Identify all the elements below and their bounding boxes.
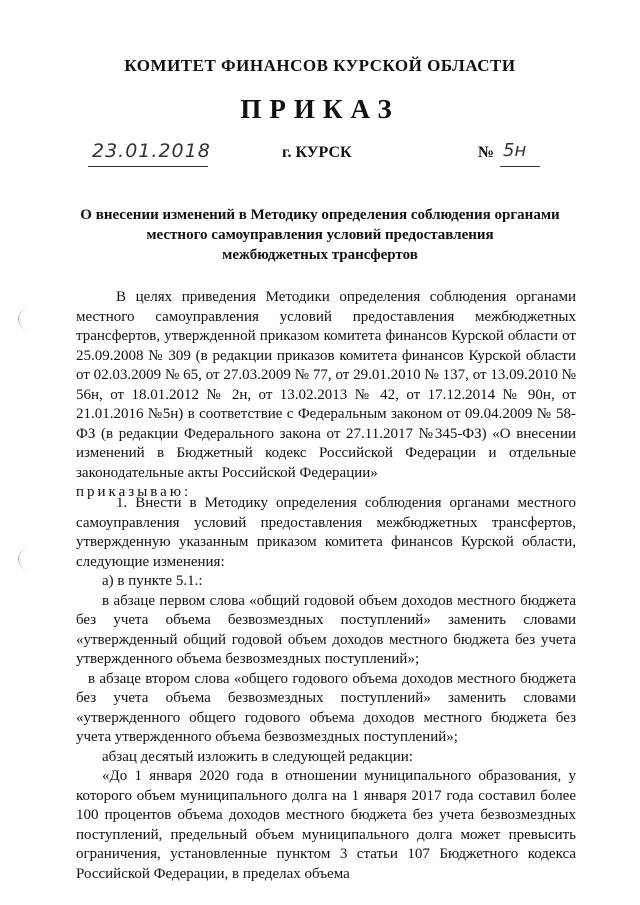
item-a-para-1: в абзаце первом слова «общий годовой объем доходов местного бюджета без учета объема безвозмездных поступлений» заменить словами «утвержденный общий годовой объем доходов местного бюджета без учета утвержденного объема безвозмездных поступлений»; — [76, 592, 576, 667]
new-paragraph-text: «До 1 января 2020 года в отношении муниципального образования, у которого объем муниципального долга на 1 января 2017 года составил более 100 процентов объема доходов местного бюджета без учета безвозмездных поступлений, предельный объем муниципального долга может превысить ограничения, установленные пунктом 3 статьи 107 Бюджетного кодекса Российской Федерации, в пределах объема — [76, 768, 576, 882]
item-a-para-10: абзац десятый изложить в следующей редакции: — [102, 748, 413, 765]
number-label: № — [478, 144, 495, 161]
orders-word: приказываю: — [76, 484, 192, 500]
preamble-text: В целях приведения Методики определения соблюдения органами местного самоуправления условий предоставления межбюджетных трансфертов, утвержденной приказом комитета финансов Курской области от 25.09.2008 № 309 (в редакции приказов комитета финансов Курской области от 02.03.2009 № 65, от 27.03.2009 № 77, от 29.01.2010 № 137, от 13.09.2010 № 56н, от 18.01.2012 № 2н, от 13.02.2013 № 42, от 17.12.2014 № 90н, от 21.01.2016 №5н) в соответствие с Федеральным законом от 09.04.2009 № 58-ФЗ (в редакции Федерального закона от 27.11.2017 №345-ФЗ) «О внесении изменений в Бюджетный кодекс Российской Федерации и отдельные законодательные акты Российской Федерации» — [76, 289, 576, 481]
heading-line-1: О внесении изменений в Методику определения соблюдения органами — [80, 207, 560, 223]
heading-line-2: местного самоуправления условий предоставления — [146, 227, 494, 243]
number-underline — [500, 166, 540, 167]
punch-hole-mark — [18, 548, 35, 570]
punch-hole-mark — [18, 308, 35, 330]
item-a-para-2: в абзаце втором слова «общего годового объема доходов местного бюджета без учета объема безвозмездных поступлений» заменить словами «утвержденного общего годового объема доходов местного бюджета без учета утвержденного объема безвозмездных поступлений»; — [76, 670, 576, 745]
item-a: а) в пункте 5.1.: — [102, 573, 203, 589]
heading-line-3: межбюджетных трансфертов — [222, 247, 418, 263]
committee-name: КОМИТЕТ ФИНАНСОВ КУРСКОЙ ОБЛАСТИ — [124, 56, 516, 75]
order-meta-row — [0, 140, 640, 170]
amendments-block — [76, 494, 576, 884]
handwritten-date: 23.01.2018 — [92, 140, 211, 162]
order-heading — [60, 205, 580, 265]
city-label: г. КУРСК — [282, 144, 352, 161]
preamble-block — [76, 288, 576, 503]
date-underline — [88, 166, 208, 167]
order-title: ПРИКАЗ — [240, 94, 400, 124]
handwritten-number: 5н — [503, 140, 527, 161]
item-1: 1. Внести в Методику определения соблюдения органами местного самоуправления условий предоставления межбюджетных трансфертов, утвержденную указанным приказом комитета финансов Курской области, следующие изменения: — [76, 495, 576, 570]
